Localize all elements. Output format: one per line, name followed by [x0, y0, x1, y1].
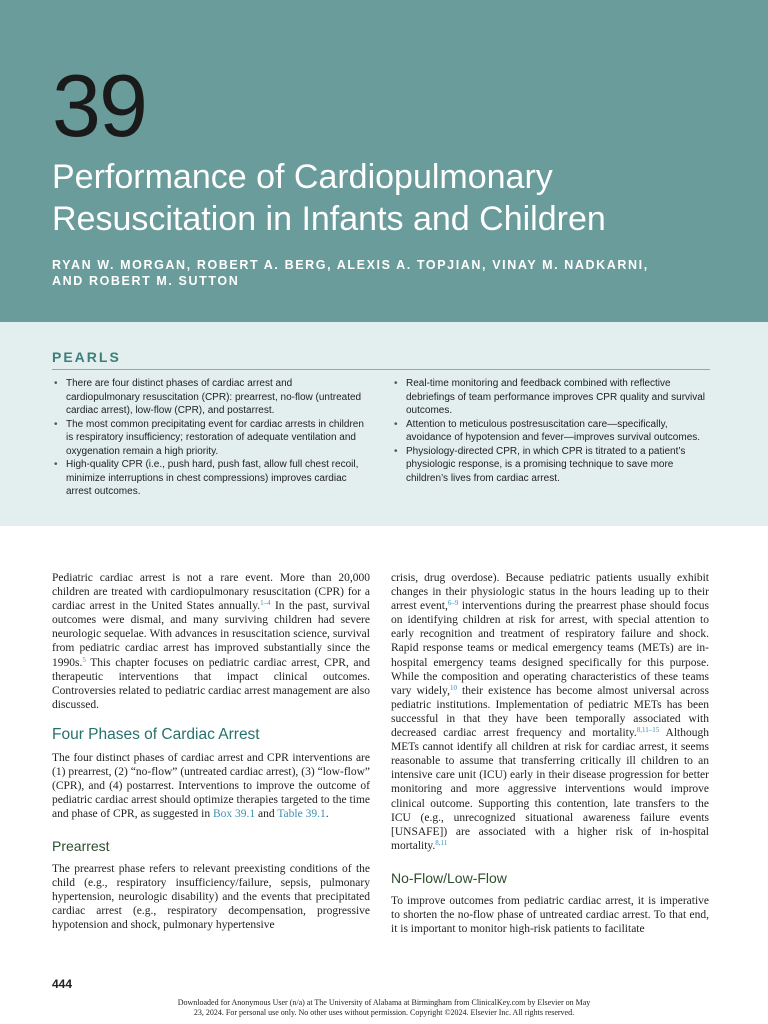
intro-text-b: In the past, survival outcomes were dismal, and many surviving children had severe neurologic sequelae. With advances in resuscitation science, survival from pediatric cardiac arrest has improved substantially since the 1990s.	[52, 600, 370, 669]
phases-end: .	[325, 808, 329, 821]
citation-link[interactable]: 1–4	[260, 599, 271, 608]
pearls-box	[0, 322, 768, 526]
chapter-title-line1: Performance of Cardiopulmonary	[52, 158, 553, 196]
pearl-item: • Attention to meticulous postresuscitation care—specifically, avoidance of hypotension and fever—improves survival outcomes.	[392, 418, 712, 445]
chapter-title-line2: Resuscitation in Infants and Children	[52, 200, 606, 238]
mets-text-d: Although METs cannot identify all children at risk for cardiac arrest, it seems reasonable to assume that transferring critically ill children to an intensive care unit (ICU) early in their disease progression for better monitoring and more aggressive interventions would improve clinical outcome. Supporting this contention, late transfers to the ICU (e.g., unrecognized situational awareness failure events [UNSAFE]) are associated with a higher risk of in-hospital mortality.	[391, 727, 710, 852]
chapter-title	[52, 156, 742, 240]
box-39-1-link[interactable]: Box 39.1	[212, 808, 256, 821]
chapter-authors	[52, 257, 732, 289]
pearl-item: • There are four distinct phases of cardiac arrest and cardiopulmonary resuscitation (CPR): prearrest, no-flow (untreated cardiac arrest), low-flow (CPR), and postarrest.	[52, 377, 368, 418]
footer-line1: Downloaded for Anonymous User (n/a) at The University of Alabama at Birmingham from ClinicalKey.com by Elsevier on May	[177, 998, 591, 1007]
pearl-item: • Physiology-directed CPR, in which CPR is titrated to a patient’s physiologic response, is a promising technique to save more children’s lives from cardiac arrest.	[392, 445, 712, 486]
noflow-paragraph: To improve outcomes from pediatric cardiac arrest, it is imperative to shorten the no-flow phase of untreated cardiac arrest. To that end, it is important to monitor high-risk patients to facilitate	[391, 894, 709, 936]
pearl-item: • High-quality CPR (i.e., push hard, push fast, allow full chest recoil, minimize interruptions in chest compressions) improves cardiac arrest outcomes.	[52, 458, 368, 499]
subsection-heading-prearrest: Prearrest	[52, 837, 110, 854]
body-column-right	[391, 571, 709, 936]
mets-text-c: their existence has become almost universal across pediatric institutions. Implementation of pediatric METs has been successful in that they have been temporally associated with decreased cardiac arrest frequency and mortality.	[391, 684, 709, 740]
pearls-divider	[52, 369, 710, 370]
prearrest-paragraph: The prearrest phase refers to relevant preexisting conditions of the child (e.g., respiratory insufficiency/failure, sepsis, pulmonary hypertension, neurologic disability) and the events that precipitated cardiac arrest (e.g., respiratory decompensation, progressive hypotension and shock, pulmonary hypertensive	[52, 862, 370, 931]
citation-link[interactable]: 6–9	[447, 599, 459, 608]
authors-line2: AND ROBERT M. SUTTON	[52, 274, 240, 288]
phases-text: The four distinct phases of cardiac arrest and CPR interventions are (1) prearrest, (2) “no-flow” (untreated cardiac arrest), (3) “low-flow” (CPR), and (4) postarrest. Interventions to improve the outcome of pediatric cardiac arrest should optimize therapies targeted to the time and phase of CPR, as suggested in	[52, 752, 370, 821]
mets-paragraph	[391, 571, 709, 853]
pearls-list-left	[52, 377, 368, 499]
intro-paragraph	[52, 571, 370, 712]
citation-link[interactable]: 8,11–15	[636, 726, 660, 735]
pearl-item: • Real-time monitoring and feedback combined with reflective debriefings of team performance improves CPR quality and survival outcomes.	[392, 377, 712, 418]
subsection-heading-noflow: No-Flow/Low-Flow	[391, 869, 507, 886]
phases-paragraph	[52, 751, 370, 821]
intro-text-a: Pediatric cardiac arrest is not a rare event. More than 20,000 children are treated with cardiopulmonary resuscitation (CPR) for a cardiac arrest in the United States annually.	[52, 572, 370, 613]
intro-text-c: This chapter focuses on pediatric cardiac arrest, CPR, and therapeutic interventions that impact clinical outcomes. Controversies related to pediatric cardiac arrest management are also discussed.	[52, 656, 370, 711]
pearls-title: PEARLS	[52, 349, 121, 365]
chapter-header	[0, 0, 768, 322]
page-number: 444	[52, 977, 73, 991]
citation-link[interactable]: 8,11	[435, 838, 448, 847]
section-heading-four-phases: Four Phases of Cardiac Arrest	[52, 725, 260, 743]
mets-text-b: interventions during the prearrest phase should focus on identifying children at risk for arrest, with special attention to early recognition and treatment of respiratory failure and shock. Rapid response teams or medical emergency teams (METs) are in-hospital emergency teams designed specifically for this purpose. While the composition and operating characteristics of these teams vary widely,	[391, 600, 709, 697]
body-column-left	[52, 571, 370, 932]
pearls-list-right	[392, 377, 712, 485]
chapter-number: 39	[52, 56, 146, 155]
authors-line1: RYAN W. MORGAN, ROBERT A. BERG, ALEXIS A. TOPJIAN, VINAY M. NADKARNI,	[52, 258, 649, 272]
mets-text-a: crisis, drug overdose). Because pediatric patients usually exhibit changes in their physiologic status in the hours leading up to their arrest event,	[391, 572, 709, 613]
phases-and: and	[255, 808, 278, 821]
download-footer	[150, 998, 618, 1018]
footer-line2: 23, 2024. For personal use only. No other uses without permission. Copyright ©2024. Elsevier Inc. All rights reserved.	[193, 1008, 575, 1017]
table-39-1-link[interactable]: Table 39.1	[277, 808, 326, 821]
pearl-item: • The most common precipitating event for cardiac arrests in children is respiratory insufficiency; restoration of adequate ventilation and oxygenation remain a high priority.	[52, 418, 368, 459]
citation-link[interactable]: 5	[82, 655, 86, 664]
citation-link[interactable]: 10	[449, 683, 457, 692]
